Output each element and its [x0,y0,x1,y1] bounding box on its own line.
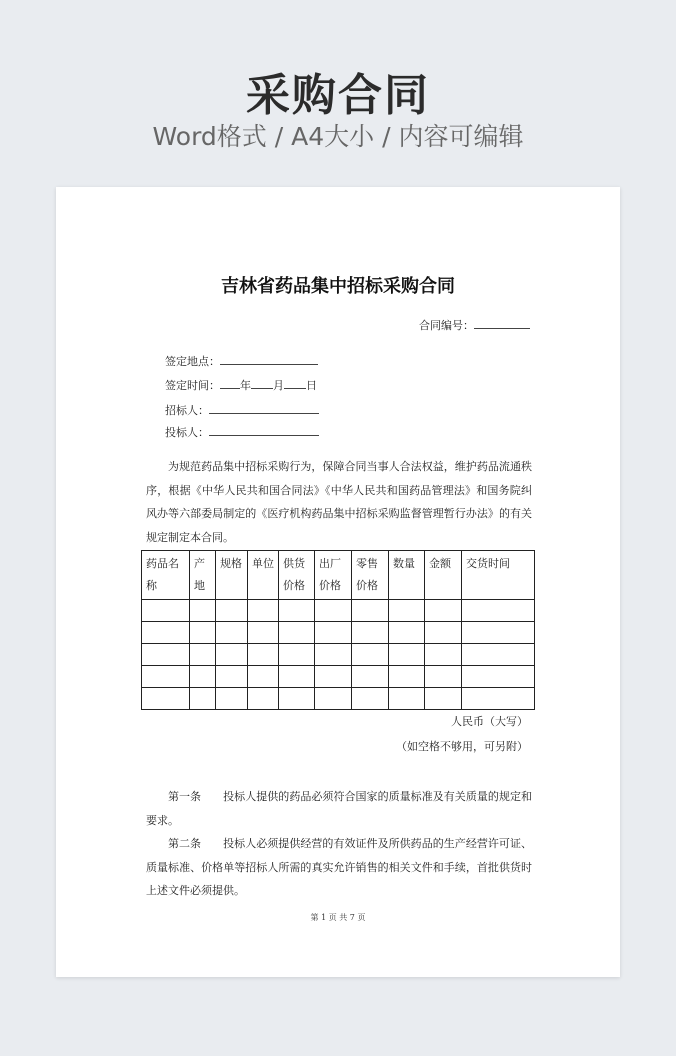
table-header-cell: 零售价格 [352,551,389,600]
table-header-cell: 供货价格 [279,551,315,600]
table-header-cell: 数量 [389,551,425,600]
sign-time-row [165,377,317,394]
bidder-label: 投标人： [165,426,209,439]
month-label: 月 [273,379,284,392]
intro-paragraph: 为规范药品集中招标采购行为，保障合同当事人合法权益，维护药品流通秩序，根据《中华人民共和国合同法》《中华人民共和国药品管理法》和国务院纠风办等六部委局制定的《医疗机构药品集中招标采购监督管理暂行办法》的有关规定制定本合同。 [146,460,532,544]
table-header-row [142,551,535,600]
page-title: 采购合同 [246,70,430,121]
table-header-cell: 交货时间 [462,551,535,600]
bid-inviter-row [165,402,319,419]
sign-time-label: 签定时间： [165,379,220,392]
month-blank [251,377,273,389]
sign-place-blank [220,353,318,365]
table-header-cell: 单位 [248,551,279,600]
table-row [142,688,535,710]
contract-number-blank [474,317,530,329]
page-subtitle: Word格式 / A4大小 / 内容可编辑 [152,122,524,151]
table-header-cell: 药品名称 [142,551,190,600]
bidder-row [165,424,319,441]
day-label: 日 [306,379,317,392]
bid-inviter-label: 招标人： [165,404,209,417]
document-page [56,187,620,977]
rmb-note: 人民币（大写） [451,715,528,728]
bidder-blank [209,424,319,436]
article-2: 第二条 投标人必须提供经营的有效证件及所供药品的生产经营许可证、质量标准、价格单等招标人所需的真实允许销售的相关文件和手续，首批供货时上述文件必须提供。 [146,837,532,897]
day-blank [284,377,306,389]
contract-number-label: 合同编号： [419,319,474,332]
article-1: 第一条 投标人提供的药品必须符合国家的质量标准及有关质量的规定和要求。 [146,790,532,827]
space-note: （如空格不够用，可另附） [396,740,528,753]
table-header-cell: 金额 [425,551,462,600]
table-row [142,622,535,644]
table-header-cell: 产地 [190,551,216,600]
bid-inviter-blank [209,402,319,414]
sign-place-row [165,353,318,370]
table-header-cell: 规格 [216,551,248,600]
table-row [142,644,535,666]
year-label: 年 [240,379,251,392]
goods-table [141,550,535,710]
page-footer: 第 1 页 共 7 页 [310,913,366,922]
table-row [142,666,535,688]
document-title: 吉林省药品集中招标采购合同 [221,276,455,297]
year-blank [220,377,240,389]
sign-place-label: 签定地点： [165,355,220,368]
table-header-cell: 出厂价格 [315,551,352,600]
table-row [142,600,535,622]
contract-number-field [419,317,530,334]
